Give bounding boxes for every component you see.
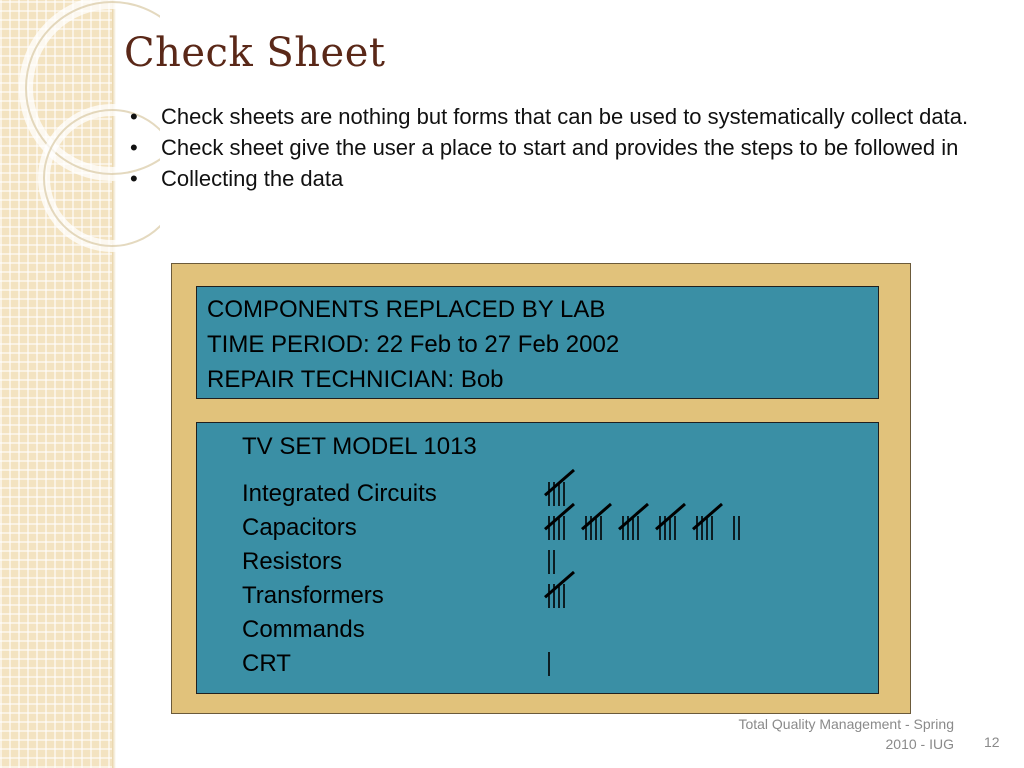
check-sheet-body: [196, 422, 879, 694]
model-title: TV SET MODEL 1013: [242, 433, 477, 460]
row-label-resistors: Resistors: [242, 548, 343, 575]
page-number: 12: [984, 734, 1000, 750]
bullet-item: [130, 101, 980, 132]
header-line-components: COMPONENTS REPLACED BY LAB: [207, 296, 606, 323]
bullet-symbol: •: [130, 166, 138, 191]
footer-line-2: 2010 - IUG: [885, 736, 954, 752]
bullet-item: [130, 163, 980, 194]
bullet-text: Collecting the data: [161, 166, 344, 191]
footer-line-1: Total Quality Management - Spring: [738, 716, 954, 732]
bullet-symbol: •: [130, 135, 138, 160]
row-label-capacitors: Capacitors: [242, 514, 357, 541]
row-label-integrated-circuits: Integrated Circuits: [242, 480, 437, 507]
row-label-crt: CRT: [242, 650, 291, 677]
tally-marks: [197, 423, 878, 693]
slide-title: Check Sheet: [124, 30, 386, 76]
bullet-symbol: •: [130, 104, 138, 129]
footer: [634, 714, 954, 754]
bullet-item: [130, 132, 980, 163]
check-sheet-header: [196, 286, 879, 399]
bullet-list: [130, 101, 980, 194]
header-line-time-period: TIME PERIOD: 22 Feb to 27 Feb 2002: [207, 331, 620, 358]
row-label-transformers: Transformers: [242, 582, 384, 609]
row-label-commands: Commands: [242, 616, 365, 643]
header-line-technician: REPAIR TECHNICIAN: Bob: [207, 366, 504, 393]
bullet-text: Check sheet give the user a place to start and provides the steps to be followed in: [161, 135, 959, 160]
check-sheet-frame: [171, 263, 911, 714]
bullet-text: Check sheets are nothing but forms that can be used to systematically collect data.: [161, 104, 969, 129]
